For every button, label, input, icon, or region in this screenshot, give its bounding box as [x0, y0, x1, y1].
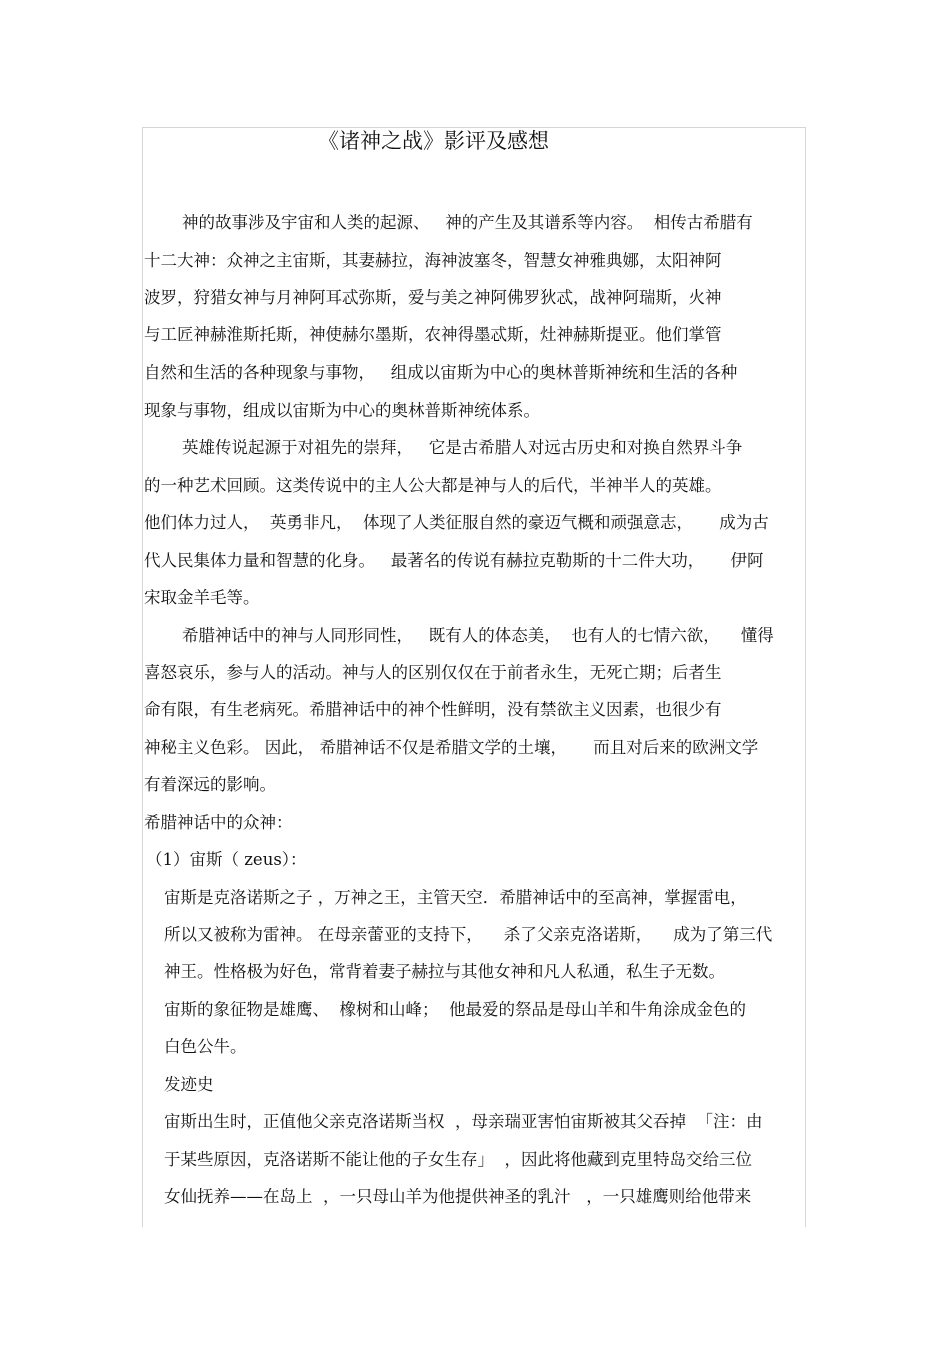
paragraph-line: 代人民集体力量和智慧的化身。 最著名的传说有赫拉克勒斯的十二件大功， 伊阿	[144, 551, 764, 570]
paragraph-line: 现象与事物，组成以宙斯为中心的奥林普斯神统体系。	[144, 401, 540, 420]
paragraph-line: 所以又被称为雷神。 在母亲蕾亚的支持下， 杀了父亲克洛诺斯， 成为了第三代	[164, 925, 773, 944]
paragraph-line: 自然和生活的各种现象与事物， 组成以宙斯为中心的奥林普斯神统和生活的各种	[144, 363, 738, 382]
paragraph-line: 神王。性格极为好色，常背着妻子赫拉与其他女神和凡人私通，私生子无数。	[164, 962, 725, 981]
paragraph-line: 女仙抚养——在岛上 ，一只母山羊为他提供神圣的乳汁 ，一只雄鹰则给他带来	[164, 1187, 752, 1206]
paragraph-line: 宙斯是克洛诺斯之子 ，万神之王，主管天空．希腊神话中的至高神，掌握雷电，	[164, 888, 747, 907]
paragraph-line: 他们体力过人， 英勇非凡， 体现了人类征服自然的豪迈气概和顽强意志， 成为古	[144, 513, 769, 532]
paragraph-line: 英雄传说起源于对祖先的崇拜， 它是古希腊人对远古历史和对换自然界斗争	[182, 438, 743, 457]
paragraph-line: 的一种艺术回顾。这类传说中的主人公大都是神与人的后代，半神半人的英雄。	[144, 476, 722, 495]
paragraph-line: 宋取金羊毛等。	[144, 588, 260, 607]
paragraph-line: 希腊神话中的神与人同形同性， 既有人的体态美， 也有人的七情六欲， 懂得	[182, 626, 774, 645]
paragraph-line: 波罗，狩猎女神与月神阿耳忒弥斯，爱与美之神阿佛罗狄忒，战神阿瑞斯，火神	[144, 288, 722, 307]
section-heading: 希腊神话中的众神：	[144, 813, 293, 832]
document-title: 《诸神之战》影评及感想	[318, 129, 549, 153]
paragraph-line: 命有限，有生老病死。希腊神话中的神个性鲜明，没有禁欲主义因素，也很少有	[144, 700, 722, 719]
paragraph-line: 神秘主义色彩。 因此， 希腊神话不仅是希腊文学的土壤， 而且对后来的欧洲文学	[144, 738, 759, 757]
paragraph-line: 宙斯的象征物是雄鹰、 橡树和山峰； 他最爱的祭品是母山羊和牛角涂成金色的	[164, 1000, 746, 1019]
subsection-heading: 发迹史	[164, 1075, 214, 1094]
paragraph-line: 与工匠神赫淮斯托斯，神使赫尔墨斯，农神得墨忒斯，灶神赫斯提亚。他们掌管	[144, 325, 722, 344]
paragraph-line: 白色公牛。	[164, 1037, 247, 1056]
paragraph-line: 有着深远的影响。	[144, 775, 276, 794]
subsection-heading: （1）宙斯（ zeus）：	[146, 850, 307, 869]
paragraph-line: 神的故事涉及宇宙和人类的起源、 神的产生及其谱系等内容。 相传古希腊有	[182, 213, 753, 232]
paragraph-line: 喜怒哀乐，参与人的活动。神与人的区别仅仅在于前者永生，无死亡期；后者生	[144, 663, 722, 682]
paragraph-line: 十二大神：众神之主宙斯，其妻赫拉，海神波塞冬，智慧女神雅典娜，太阳神阿	[144, 251, 722, 270]
paragraph-line: 于某些原因，克洛诺斯不能让他的子女生存」 ，因此将他藏到克里特岛交给三位	[164, 1150, 752, 1169]
paragraph-line: 宙斯出生时，正值他父亲克洛诺斯当权 ，母亲瑞亚害怕宙斯被其父吞掉 「注：由	[164, 1112, 763, 1131]
